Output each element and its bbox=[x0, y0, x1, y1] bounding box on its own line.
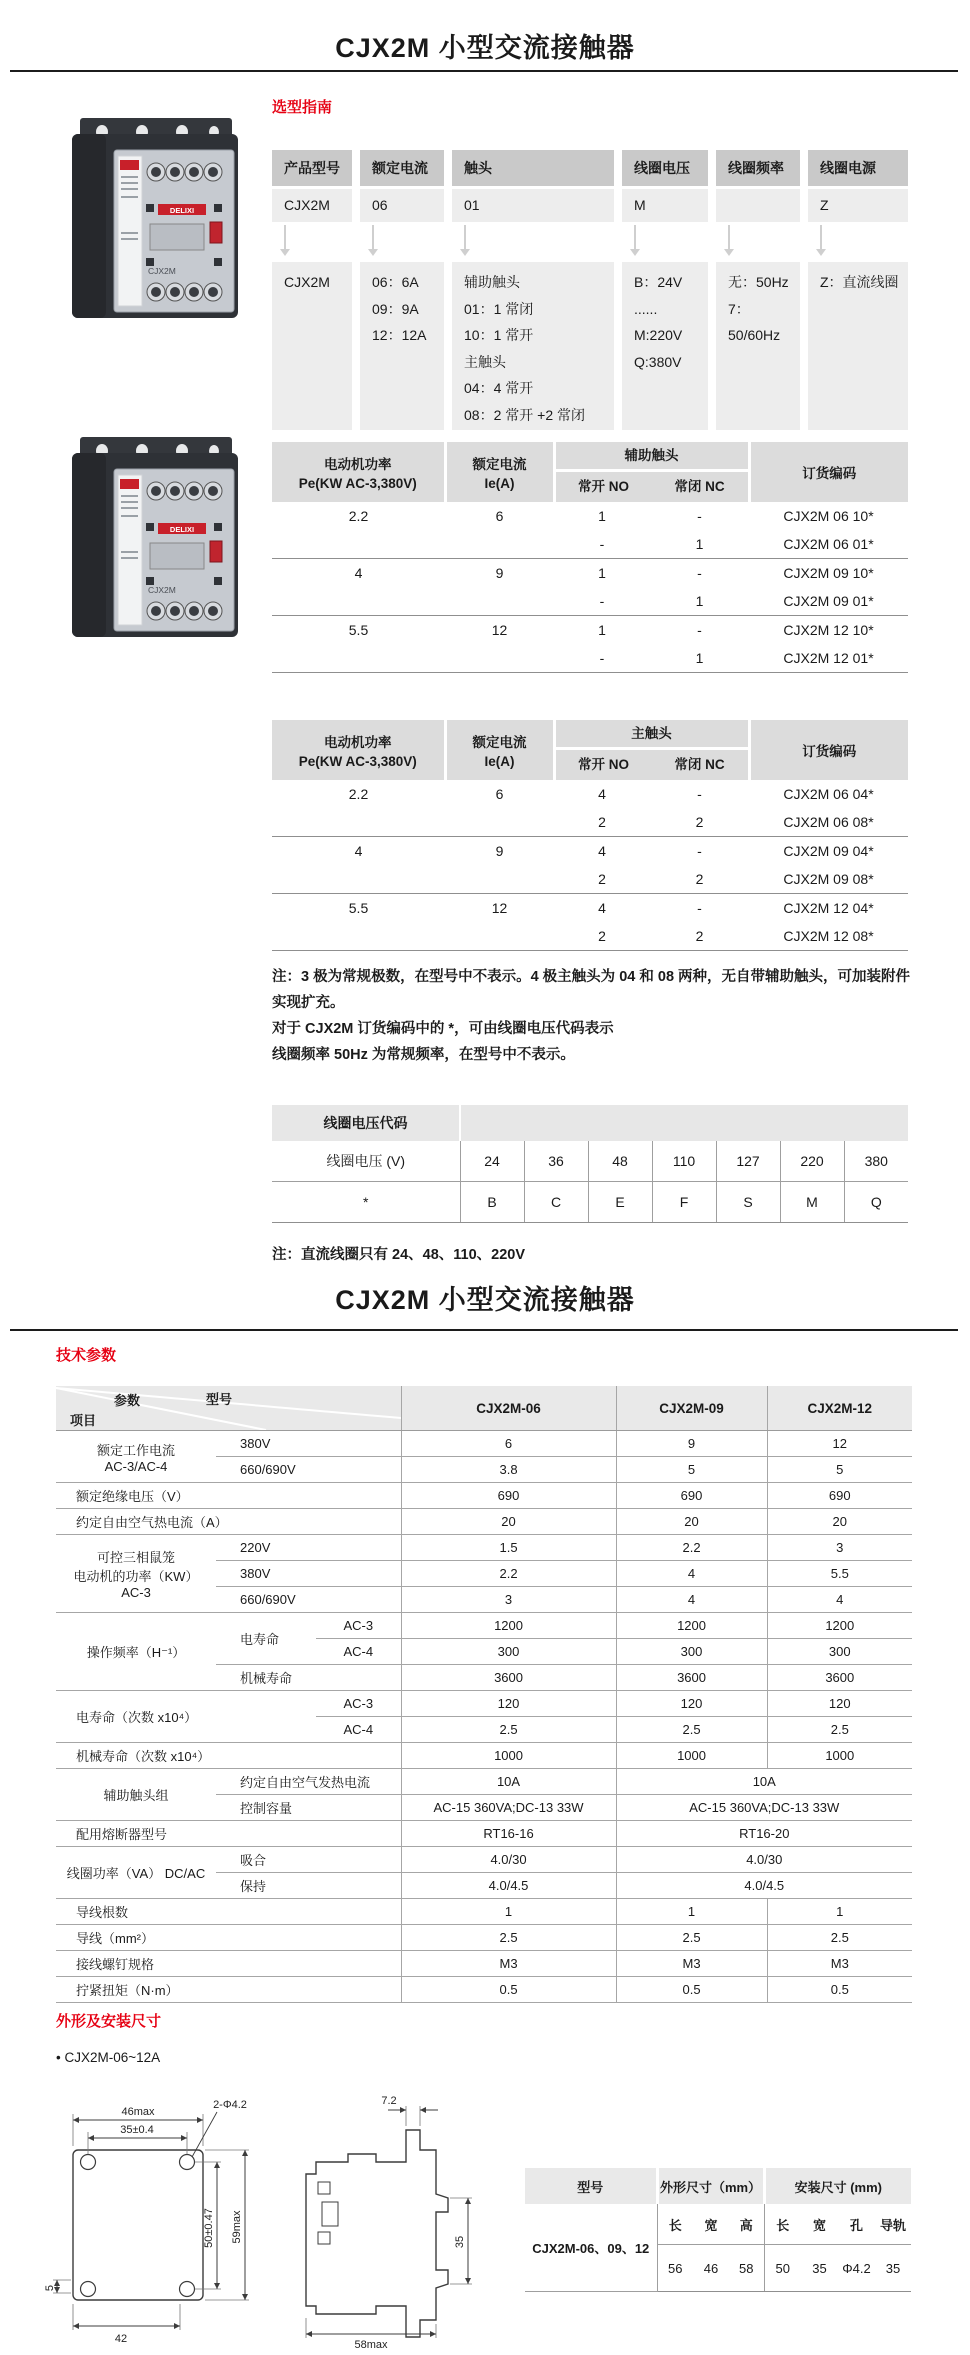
dim-depth: 58max bbox=[354, 2339, 388, 2350]
down-arrow-icon bbox=[820, 225, 822, 249]
dim-top: 7.2 bbox=[381, 2095, 397, 2107]
side-view-svg bbox=[288, 2082, 493, 2350]
code-cell: 06 bbox=[360, 189, 444, 222]
table-row: 拧紧扭矩（N·m） 0.5 0.5 0.5 bbox=[56, 1977, 912, 2003]
table-row: 2 2 CJX2M 12 08* bbox=[272, 922, 908, 951]
table-row: 机械寿命 3600 3600 3600 bbox=[56, 1665, 912, 1691]
table-row: 5.5 12 1 - CJX2M 12 10* bbox=[348, 622, 874, 638]
table-row: - 1 CJX2M 09 01* bbox=[272, 587, 908, 616]
column-header: 额定电流 bbox=[360, 150, 444, 186]
dc-coil-note: 注：直流线圈只有 24、48、110、220V bbox=[272, 1247, 526, 1263]
table-row: 380V 2.2 4 5.5 bbox=[56, 1561, 912, 1587]
selection-col-model bbox=[272, 150, 352, 430]
header-row bbox=[56, 1386, 912, 1431]
note-line: 注：3 极为常规极数，在型号中不表示。4 极主触头为 04 和 08 两种，无自带辅助触头，可加装附件实现扩充。 bbox=[272, 969, 911, 1011]
detail-cell: 辅助触头 01：1 常闭 10：1 常开 主触头 04：4 常开 08：2 常开 +2 常闭 bbox=[452, 262, 614, 430]
table-row: 辅助触头组 约定自由空气发热电流 10A 10A bbox=[56, 1769, 912, 1795]
table-row: 660/690V 3 4 4 bbox=[56, 1587, 912, 1613]
code-cell: M bbox=[622, 189, 708, 222]
arrow-zone bbox=[360, 222, 444, 262]
table-row: 可控三相鼠笼 电动机的功率（KW） AC-3 220V 1.5 2.2 3 bbox=[56, 1535, 912, 1561]
contactor-photo-illustration bbox=[62, 424, 254, 656]
down-arrow-icon bbox=[464, 225, 466, 249]
detail-cell: Z：直流线圈 bbox=[808, 262, 908, 430]
detail-cell: 06：6A 09：9A 12：12A bbox=[360, 262, 444, 430]
diagonal-header-cell: 参数 型号 项目 bbox=[56, 1386, 401, 1430]
dim-height: 59max bbox=[231, 2210, 243, 2244]
detail-cell: B：24V ...... M:220V Q:380V bbox=[622, 262, 708, 430]
table-row: AC-4 300 300 300 bbox=[56, 1639, 912, 1665]
table-row: 接线螺钉规格 M3 M3 M3 bbox=[56, 1951, 912, 1977]
model-text: CJX2M bbox=[148, 585, 176, 595]
table-row: 控制容量 AC-15 360VA;DC-13 33W AC-15 360VA;DC-13 33W bbox=[56, 1795, 912, 1821]
table-row: 4 9 4 - CJX2M 09 04* bbox=[354, 843, 874, 859]
model-header: CJX2M-12 bbox=[767, 1386, 912, 1431]
subheader-row: CJX2M-06、09、12 长 宽 高 长 宽 孔 导轨 bbox=[525, 2204, 911, 2245]
divider bbox=[10, 70, 958, 72]
table-row: 配用熔断器型号 RT16-16 RT16-20 bbox=[56, 1821, 912, 1847]
column-header: 触头 bbox=[452, 150, 614, 186]
table-row: 线圈电压 (V) 24 36 48 110 127 220 380 bbox=[272, 1141, 908, 1182]
page-title-2: CJX2M 小型交流接触器 bbox=[335, 1285, 635, 1315]
table-row: 电寿命（次数 x10⁴） AC-3 120 120 120 bbox=[56, 1691, 912, 1717]
dim-width: 46max bbox=[121, 2106, 155, 2118]
code-cell: 01 bbox=[452, 189, 614, 222]
table-row: 660/690V 3.8 5 5 bbox=[56, 1457, 912, 1483]
arrow-zone bbox=[452, 222, 614, 262]
table-row: 导线根数 1 1 1 bbox=[56, 1899, 912, 1925]
table-row: 约定自由空气热电流（A） 20 20 20 bbox=[56, 1509, 912, 1535]
down-arrow-icon bbox=[372, 225, 374, 249]
model-header: CJX2M-09 bbox=[616, 1386, 767, 1431]
detail-cell: CJX2M bbox=[272, 262, 352, 430]
selection-col-coil-frequency bbox=[716, 150, 800, 430]
table-row: 5.5 12 4 - CJX2M 12 04* bbox=[348, 900, 874, 916]
arrow-zone bbox=[272, 222, 352, 262]
table-row: 机械寿命（次数 x10⁴） 1000 1000 1000 bbox=[56, 1743, 912, 1769]
table-row: - 1 CJX2M 12 01* bbox=[272, 644, 908, 673]
tech-params-heading: 技术参数 bbox=[56, 1347, 117, 1364]
dimensions-bullet: • CJX2M-06~12A bbox=[56, 2050, 161, 2065]
table-row: 保持 4.0/4.5 4.0/4.5 bbox=[56, 1873, 912, 1899]
down-arrow-icon bbox=[728, 225, 730, 249]
dim-hole-span: 35±0.4 bbox=[120, 2124, 154, 2136]
header-row: 电动机功率 Pe(KW AC-3,380V) 额定电流 Ie(A) 主触头 常开 NO 常闭 NC 订货编码 bbox=[272, 720, 908, 780]
selection-col-current bbox=[360, 150, 444, 430]
column-header: 线圈电压 bbox=[622, 150, 708, 186]
coil-voltage-code-table bbox=[272, 1105, 908, 1223]
column-header: 线圈电源 bbox=[808, 150, 908, 186]
selection-col-coil-supply bbox=[808, 150, 908, 430]
table-row: * B C E F S M Q bbox=[272, 1182, 908, 1223]
selection-col-coil-voltage bbox=[622, 150, 708, 430]
table-row: 2 2 CJX2M 06 08* bbox=[272, 808, 908, 837]
table-row: 额定绝缘电压（V） 690 690 690 bbox=[56, 1483, 912, 1509]
front-view-svg bbox=[45, 2082, 280, 2350]
down-arrow-icon bbox=[634, 225, 636, 249]
column-header: 产品型号 bbox=[272, 150, 352, 186]
dim-bottom: 42 bbox=[114, 2333, 128, 2345]
dim-rail: 35 bbox=[454, 2235, 466, 2249]
arrow-zone bbox=[716, 222, 800, 262]
header-row: 型号 外形尺寸（mm） 安装尺寸 (mm) bbox=[525, 2168, 911, 2204]
data-row: 56 46 58 50 35 Φ4.2 35 bbox=[525, 2245, 911, 2292]
table-row: 线圈功率（VA） DC/AC 吸合 4.0/30 4.0/30 bbox=[56, 1847, 912, 1873]
arrow-zone bbox=[622, 222, 708, 262]
dim-hole-diameter: 2-Φ4.2 bbox=[213, 2099, 247, 2111]
table-row: 2.2 6 4 - CJX2M 06 04* bbox=[348, 786, 874, 802]
dim-height-inner: 50±0.47 bbox=[203, 2208, 215, 2248]
page-title: CJX2M 小型交流接触器 bbox=[335, 33, 635, 63]
down-arrow-icon bbox=[284, 225, 286, 249]
model-text: CJX2M bbox=[148, 266, 176, 276]
divider bbox=[10, 1329, 958, 1331]
code-cell: CJX2M bbox=[272, 189, 352, 222]
selection-guide-heading: 选型指南 bbox=[272, 99, 333, 116]
table-row: 额定工作电流 AC-3/AC-4 380V 6 9 12 bbox=[56, 1431, 912, 1457]
table-row: 2 2 CJX2M 09 08* bbox=[272, 865, 908, 894]
front-view-drawing bbox=[45, 2082, 280, 2355]
aux-contacts-order-table bbox=[272, 442, 908, 673]
table-row: 2.2 6 1 - CJX2M 06 10* bbox=[348, 508, 874, 524]
contactor-photo-illustration bbox=[62, 112, 254, 330]
table-row: 操作频率（H⁻¹） 电寿命 AC-3 1200 1200 1200 bbox=[56, 1613, 912, 1639]
code-cell: Z bbox=[808, 189, 908, 222]
arrow-zone bbox=[808, 222, 908, 262]
notes-block bbox=[272, 964, 912, 1068]
tech-params-table bbox=[56, 1386, 912, 2003]
product-photo-2 bbox=[62, 424, 254, 661]
note-line: 线圈频率 50Hz 为常规频率，在型号中不表示。 bbox=[272, 1047, 575, 1063]
brand-logo: DELIXI bbox=[169, 206, 195, 215]
dimension-table bbox=[525, 2168, 911, 2292]
main-contacts-order-table bbox=[272, 720, 908, 951]
header-row: 电动机功率 Pe(KW AC-3,380V) 额定电流 Ie(A) 辅助触头 常开 NO 常闭 NC 订货编码 bbox=[272, 442, 908, 502]
dimensions-heading: 外形及安装尺寸 bbox=[56, 2013, 162, 2030]
table-row: 4 9 1 - CJX2M 09 10* bbox=[354, 565, 874, 581]
product-photo-1 bbox=[62, 112, 254, 335]
table-row: - 1 CJX2M 06 01* bbox=[272, 530, 908, 559]
table-row: AC-4 2.5 2.5 2.5 bbox=[56, 1717, 912, 1743]
selection-guide-table bbox=[272, 150, 908, 430]
column-header: 线圈频率 bbox=[716, 150, 800, 186]
detail-cell: 无：50Hz 7：50/60Hz bbox=[716, 262, 800, 430]
dim-foot: 5 bbox=[45, 2284, 56, 2292]
note-line: 对于 CJX2M 订货编码中的 *，可由线圈电压代码表示 bbox=[272, 1021, 614, 1037]
table-row: 导线（mm²） 2.5 2.5 2.5 bbox=[56, 1925, 912, 1951]
selection-col-contacts bbox=[452, 150, 614, 430]
code-cell bbox=[716, 189, 800, 222]
side-view-drawing bbox=[288, 2082, 493, 2355]
header-row: 线圈电压代码 bbox=[272, 1105, 908, 1141]
model-header: CJX2M-06 bbox=[401, 1386, 616, 1431]
brand-logo: DELIXI bbox=[169, 525, 195, 534]
